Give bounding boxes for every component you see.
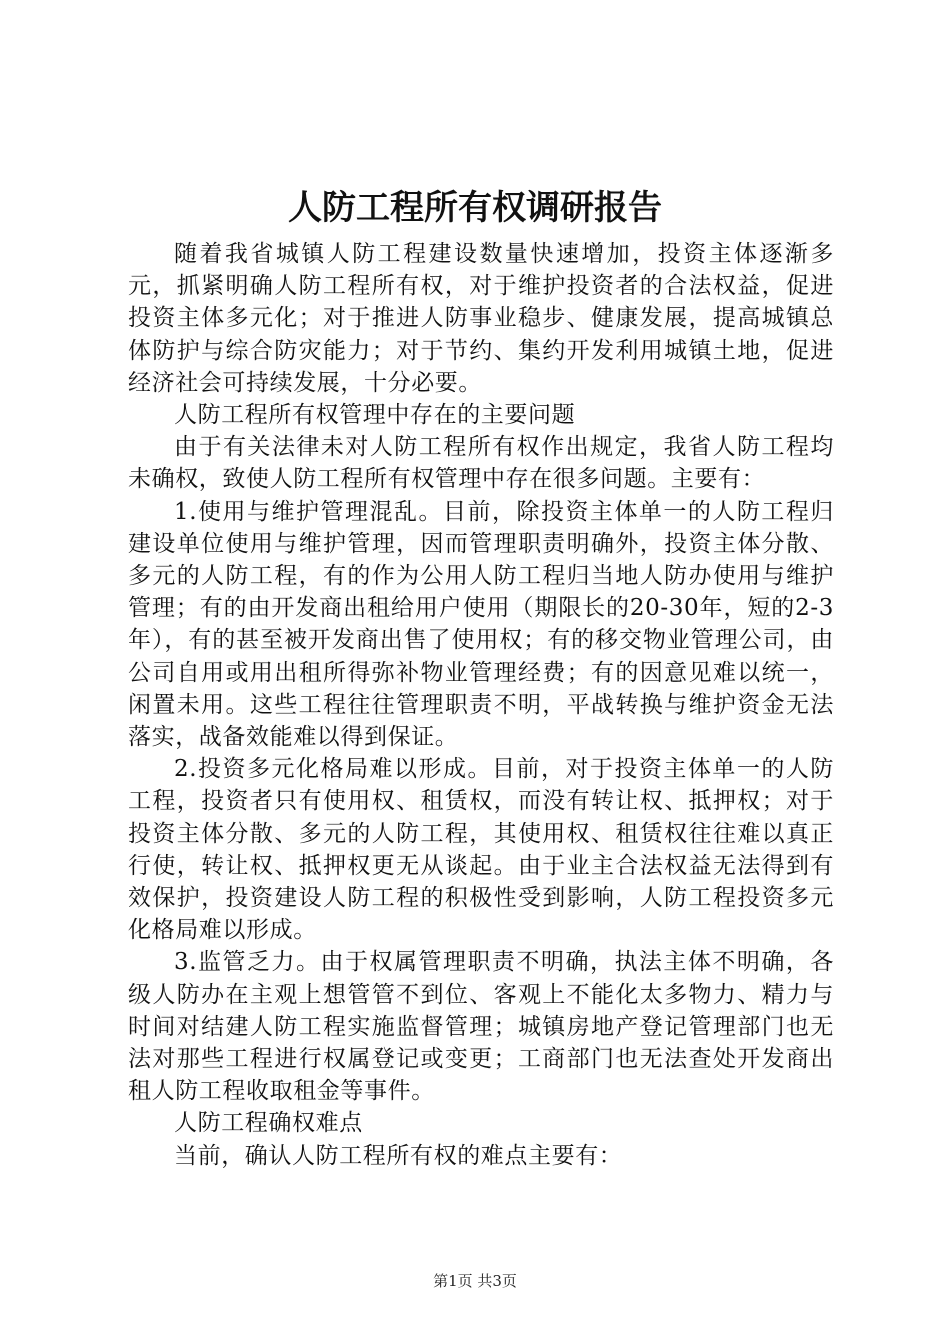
- paragraph-intro: 随着我省城镇人防工程建设数量快速增加，投资主体逐渐多元，抓紧明确人防工程所有权，对于维护投资者的合法权益，促进投资主体多元化；对于推进人防事业稳步、健康发展，提高城镇总体防护与综合防灾能力；对于节约、集约开发利用城镇土地，促进经济社会可持续发展，十分必要。: [128, 241, 834, 396]
- paragraph-problem-2: 2.投资多元化格局难以形成。目前，对于投资主体单一的人防工程，投资者只有使用权、租赁权，而没有转让权、抵押权；对于投资主体分散、多元的人防工程，其使用权、租赁权往往难以真正行使，转让权、抵押权更无从谈起。由于业主合法权益无法得到有效保护，投资建设人防工程的积极性受到影响，人防工程投资多元化格局难以形成。: [128, 756, 834, 944]
- paragraph-problem-3: 3.监管乏力。由于权属管理职责不明确，执法主体不明确，各级人防办在主观上想管管不到位、客观上不能化太多物力、精力与时间对结建人防工程实施监督管理；城镇房地产登记管理部门也无法对那些工程进行权属登记或变更；工商部门也无法查处开发商出租人防工程收取租金等事件。: [128, 949, 834, 1105]
- section-heading-problems: 人防工程所有权管理中存在的主要问题: [174, 402, 576, 429]
- paragraph-problems-intro: 由于有关法律未对人防工程所有权作出规定，我省人防工程均未确权，致使人防工程所有权管理中存在很多问题。主要有：: [128, 434, 834, 493]
- document-title: 人防工程所有权调研报告: [288, 188, 662, 228]
- paragraph-problem-1: 1.使用与维护管理混乱。目前，除投资主体单一的人防工程归建设单位使用与维护管理，因而管理职责明确外，投资主体分散、多元的人防工程，有的作为公用人防工程归当地人防办使用与维护管理；有的由开发商出租给用户使用（期限长的20-30年，短的2-3年），有的甚至被开发商出售了使用权；有的移交物业管理公司，由公司自用或用出租所得弥补物业管理经费；有的因意见难以统一，闲置未用。这些工程往往管理职责不明，平战转换与维护资金无法落实，战备效能难以得到保证。: [128, 498, 834, 751]
- section-heading-difficulties: 人防工程确权难点: [174, 1110, 363, 1137]
- paragraph-difficulties-intro: 当前，确认人防工程所有权的难点主要有：: [174, 1142, 623, 1169]
- document-body: [128, 238, 834, 1172]
- page-footer: 第1页 共3页: [433, 1272, 517, 1290]
